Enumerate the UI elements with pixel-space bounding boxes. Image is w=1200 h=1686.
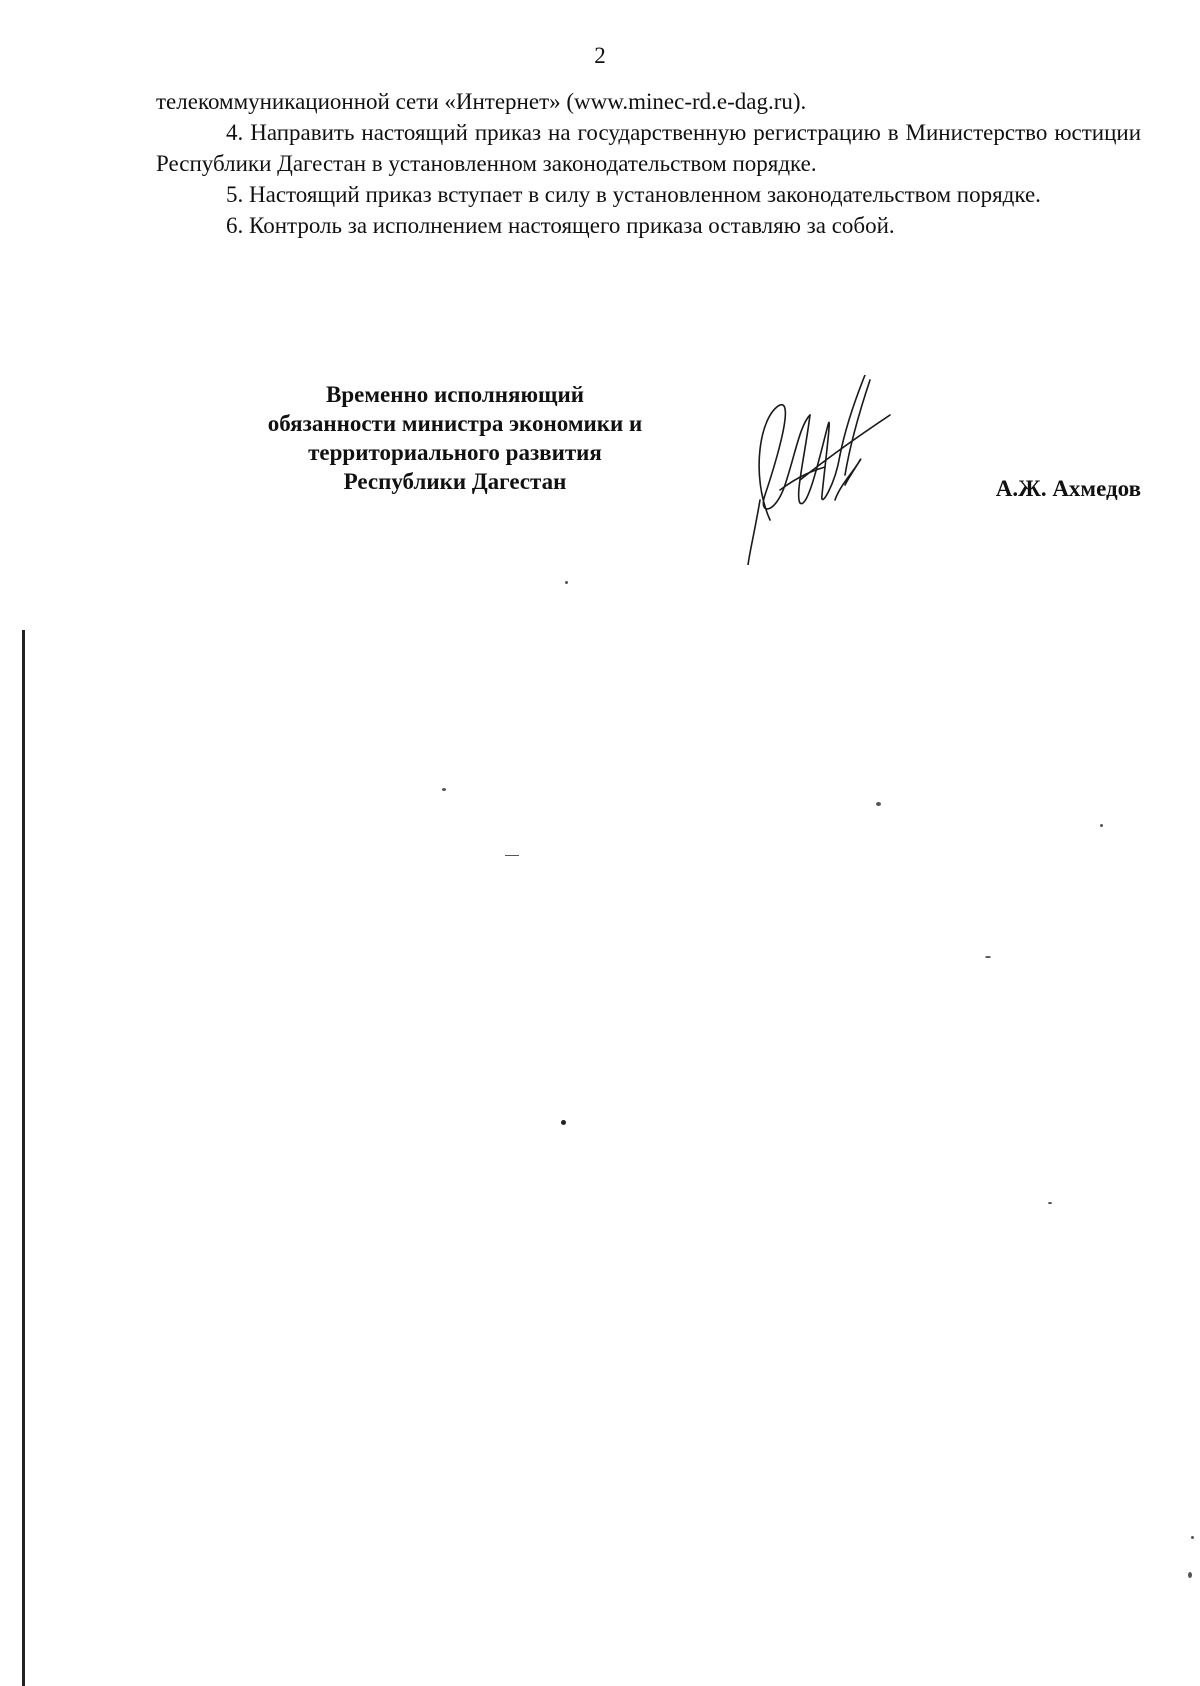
scan-artifact [565,581,568,584]
signatory-position-line: обязанности министра экономики и [267,411,643,436]
signatory-position-line: Временно исполняющий [326,382,584,407]
scan-artifact [1191,1536,1194,1539]
signatory-position [220,380,690,496]
paragraph-item-4: 4. Направить настоящий приказ на государственную регистрацию в Министерство юстиции Республики Дагестан в установленном законодательством порядке. [156,120,1141,176]
page-number: 2 [594,43,606,68]
scan-artifact [1048,1202,1052,1204]
signer-name: А.Ж. Ахмедов [995,476,1141,501]
scan-artifact [1100,824,1103,827]
scan-artifact [442,788,446,791]
signatory-position-line: территориального развития [308,440,602,465]
scan-artifact [505,855,519,856]
scan-margin-line [22,630,25,1686]
paragraph-continuation: телекоммуникационной сети «Интернет» (www.minec-rd.e-dag.ru). [156,89,807,114]
handwritten-signature [740,375,930,565]
order-text [156,86,1141,241]
paragraph-item-5: 5. Настоящий приказ вступает в силу в установленном законодательством порядке. [226,182,1041,207]
scan-artifact [985,956,991,958]
scan-artifact [561,1120,566,1125]
signatory-position-line: Республики Дагестан [343,469,567,494]
scan-artifact [876,802,881,806]
scan-artifact [1188,1572,1192,1578]
paragraph-item-6: 6. Контроль за исполнением настоящего приказа оставляю за собой. [226,213,895,238]
